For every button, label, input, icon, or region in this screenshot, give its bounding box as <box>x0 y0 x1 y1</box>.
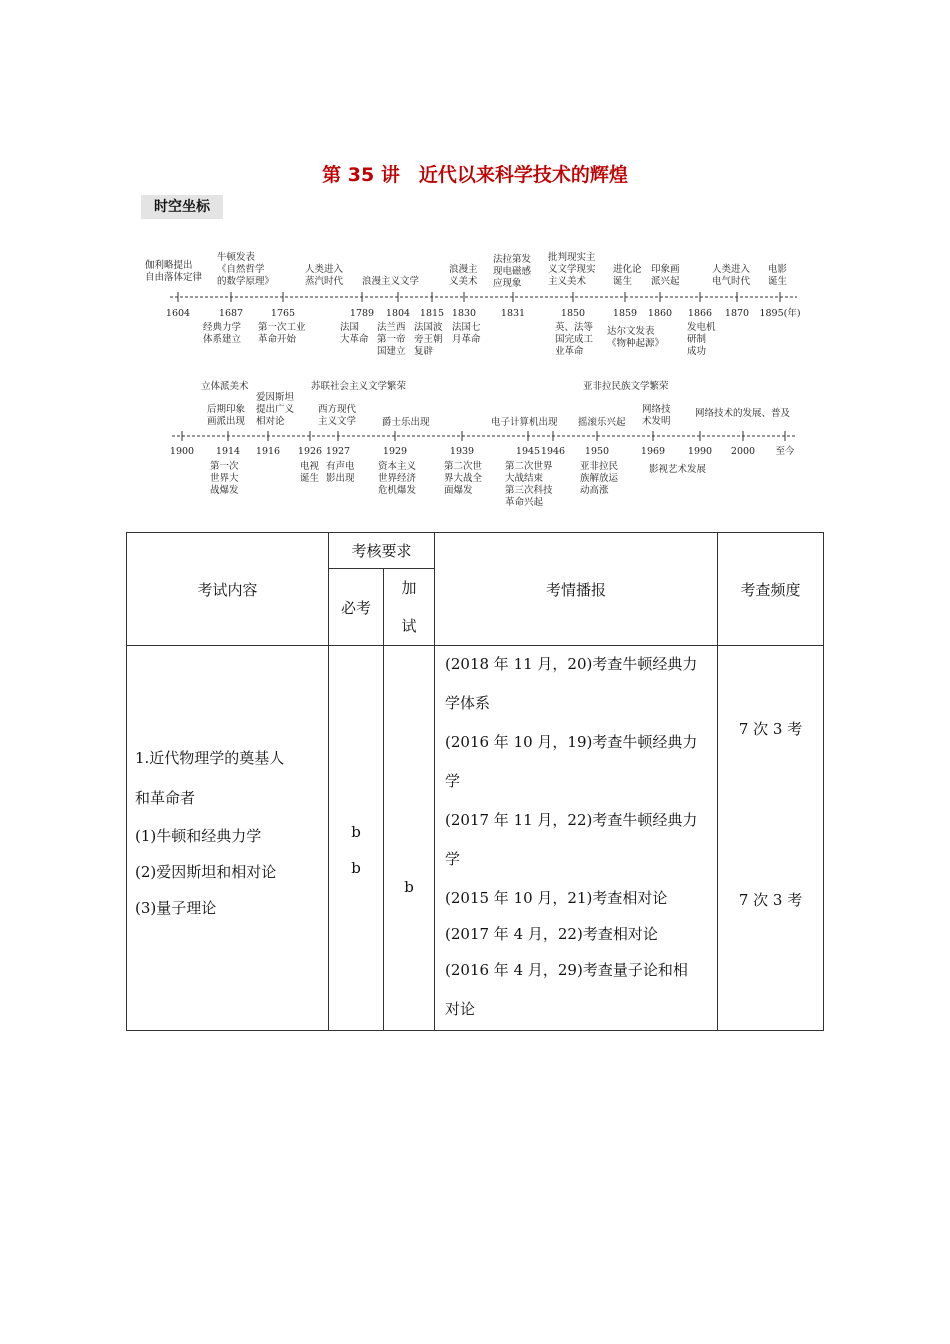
report-line: (2017 年 11 月，22)考查牛顿经典力 <box>445 811 698 829</box>
timeline-2-event-below: 战爆发 <box>210 485 239 496</box>
timeline-2-event-below: 诞生 <box>300 473 320 484</box>
timeline-2-year: 1945 <box>515 446 541 457</box>
report-line: 学体系 <box>445 694 491 712</box>
content-line: 1.近代物理学的奠基人 <box>135 749 285 767</box>
timeline-1-event-above: 蒸汽时代 <box>305 276 344 287</box>
timeline-1-event-above: 派兴起 <box>651 276 680 287</box>
timeline-1-event-above: 主义美术 <box>548 276 587 287</box>
timeline-2-event-above: 网络技 <box>642 404 671 415</box>
frequency-value: 7 次 3 考 <box>738 720 803 738</box>
timeline-1-event-below: 发电机 <box>687 322 716 333</box>
exam-requirements-table <box>126 532 824 1031</box>
timeline-1-event-above: 法拉第发 <box>493 254 532 265</box>
section-badge: 时空坐标 <box>141 195 223 219</box>
timeline-2-year: 2000 <box>730 446 756 457</box>
timeline-2-event-below: 动高涨 <box>580 485 609 496</box>
timeline-1-year: 1687 <box>218 308 244 319</box>
timeline-1-year: 1804 <box>385 308 411 319</box>
timeline-2-year: 1939 <box>449 446 475 457</box>
header-frequency: 考查频度 <box>718 533 824 646</box>
content-cell <box>127 646 329 1031</box>
timeline-1-event-below: 成功 <box>687 346 707 357</box>
timeline-2-event-above: 爱因斯坦 <box>256 392 295 403</box>
timeline-1-event-below: 革命开始 <box>258 334 297 345</box>
timeline-2-event-below: 革命兴起 <box>505 497 544 508</box>
timeline-1-event-above: 现电磁感 <box>493 266 532 277</box>
timeline-2 <box>170 380 795 508</box>
timeline-2-event-below: 族解放运 <box>580 473 619 484</box>
required-cell <box>329 646 384 1031</box>
timeline-figure <box>0 0 950 520</box>
timeline-1-event-below: 国建立 <box>377 346 406 357</box>
report-line: (2016 年 10 月，19)考查牛顿经典力 <box>445 733 698 751</box>
report-line: 学 <box>445 850 461 868</box>
report-line: (2016 年 4 月，29)考查量子论和相 <box>445 961 688 979</box>
timeline-1-year: 1789 <box>349 308 375 319</box>
timeline-2-event-above: 爵士乐出现 <box>382 417 430 428</box>
timeline-2-year: 至今 <box>775 446 795 457</box>
timeline-1-event-above: 应现象 <box>493 278 522 289</box>
timeline-2-event-below: 亚非拉民 <box>580 461 619 472</box>
timeline-2-event-below: 世界大 <box>210 473 239 484</box>
timeline-2-year: 1926 <box>297 446 323 457</box>
timeline-1-event-below: 旁王朝 <box>414 334 443 345</box>
timeline-2-year: 1946 <box>540 446 566 457</box>
timeline-1-event-above: 印象画 <box>651 264 680 275</box>
timeline-2-event-below: 影视艺术发展 <box>649 464 707 475</box>
timeline-2-event-above: 相对论 <box>256 416 285 427</box>
timeline-1-event-above: 进化论 <box>613 264 642 275</box>
timeline-2-event-below: 资本主义 <box>378 461 417 472</box>
optional-level: b <box>404 878 414 896</box>
timeline-1-year: 1765 <box>270 308 296 319</box>
timeline-1-event-above: 人类进入 <box>305 264 344 275</box>
timeline-1-event-below: 法国七 <box>452 322 481 333</box>
header-optional-char: 加 <box>401 579 417 597</box>
timeline-2-year: 1990 <box>687 446 713 457</box>
frequency-cell <box>718 646 824 1031</box>
timeline-2-event-above: 亚非拉民族文学繁荣 <box>583 381 669 392</box>
content-line: (3)量子理论 <box>135 899 217 917</box>
timeline-1-event-below: 法国波 <box>414 322 443 333</box>
timeline-1-event-above: 义美术 <box>449 276 478 287</box>
required-level: b <box>351 859 361 877</box>
timeline-2-year: 1950 <box>584 446 610 457</box>
timeline-2-event-above: 主义文学 <box>318 416 357 427</box>
timeline-1-event-below: 月革命 <box>452 334 481 345</box>
timeline-2-year: 1916 <box>255 446 281 457</box>
timeline-1-event-above: 诞生 <box>768 276 788 287</box>
required-level: b <box>351 823 361 841</box>
timeline-1-event-above: 浪漫主 <box>449 264 478 275</box>
timeline-2-event-below: 第一次 <box>210 461 239 472</box>
timeline-2-event-above: 画派出现 <box>207 416 246 427</box>
timeline-1-year: 1831 <box>500 308 526 319</box>
timeline-2-event-below: 面爆发 <box>444 485 473 496</box>
timeline-1-event-below: 达尔文发表 <box>607 326 655 337</box>
timeline-1-event-above: 伽利略提出 <box>145 260 193 271</box>
timeline-1-event-above: 《自然哲学 <box>217 264 265 275</box>
timeline-1-event-below: 业革命 <box>555 346 584 357</box>
timeline-2-event-below: 大战结束 <box>505 473 544 484</box>
timeline-1-year: 1895(年) <box>759 308 801 319</box>
timeline-1-event-below: 研制 <box>687 334 707 345</box>
timeline-2-year: 1900 <box>169 446 195 457</box>
header-requirement: 考核要求 <box>329 533 435 569</box>
frequency-value: 7 次 3 考 <box>738 891 803 909</box>
timeline-1-event-below: 法国 <box>340 322 360 333</box>
report-line: 对论 <box>445 1000 476 1018</box>
timeline-2-event-above: 电子计算机出现 <box>491 417 558 428</box>
timeline-2-event-below: 界大战全 <box>444 473 483 484</box>
timeline-1-event-above: 义文学现实 <box>548 264 596 275</box>
timeline-1-event-below: 第一次工业 <box>258 322 306 333</box>
header-optional <box>384 569 435 646</box>
timeline-1-event-above: 自由落体定律 <box>145 272 203 283</box>
content-line: (1)牛顿和经典力学 <box>135 827 262 845</box>
timeline-1-year: 1859 <box>612 308 638 319</box>
report-line: (2018 年 11 月，20)考查牛顿经典力 <box>445 655 698 673</box>
timeline-2-event-above: 网络技术的发展、普及 <box>695 408 791 419</box>
timeline-1-year: 1860 <box>647 308 673 319</box>
timeline-1-event-above: 的数学原理》 <box>217 276 275 287</box>
report-line: 学 <box>445 772 461 790</box>
header-content: 考试内容 <box>127 533 329 646</box>
timeline-1-event-below: 大革命 <box>340 334 369 345</box>
timeline-2-event-below: 第二次世 <box>444 461 483 472</box>
timeline-1-event-above: 电影 <box>768 264 788 275</box>
timeline-1-event-below: 第一帝 <box>377 334 406 345</box>
report-cell <box>435 646 718 1031</box>
content-line: 和革命者 <box>135 789 196 807</box>
page-title: 第 35 讲 近代以来科学技术的辉煌 <box>322 164 628 186</box>
timeline-2-event-below: 影出现 <box>326 473 355 484</box>
timeline-1-event-below: 体系建立 <box>203 334 242 345</box>
timeline-2-year: 1929 <box>382 446 408 457</box>
timeline-1-event-above: 批判现实主 <box>548 252 596 263</box>
timeline-1-event-below: 国完成工 <box>555 334 594 345</box>
timeline-1-event-above: 电气时代 <box>712 276 751 287</box>
timeline-2-event-above: 立体派美术 <box>201 381 249 392</box>
timeline-1-event-above: 牛顿发表 <box>217 252 256 263</box>
timeline-1-event-below: 经典力学 <box>203 322 242 333</box>
timeline-2-event-above: 后期印象 <box>207 404 246 415</box>
timeline-2-event-below: 有声电 <box>326 461 355 472</box>
timeline-2-event-below: 第三次科技 <box>505 485 553 496</box>
timeline-1-event-above: 人类进入 <box>712 264 751 275</box>
timeline-1-event-above: 诞生 <box>613 276 633 287</box>
timeline-1-year: 1870 <box>724 308 750 319</box>
timeline-2-year: 1927 <box>325 446 351 457</box>
timeline-2-year: 1914 <box>215 446 241 457</box>
optional-cell <box>384 646 435 1031</box>
timeline-1-event-above: 浪漫主义文学 <box>362 276 420 287</box>
timeline-2-event-below: 世界经济 <box>378 473 417 484</box>
timeline-2-event-above: 摇滚乐兴起 <box>578 417 626 428</box>
header-report: 考情播报 <box>435 533 718 646</box>
timeline-2-event-above: 西方现代 <box>318 404 357 415</box>
timeline-2-event-below: 第二次世界 <box>505 461 553 472</box>
timeline-2-event-above: 提出广义 <box>256 404 295 415</box>
timeline-1-year: 1866 <box>687 308 713 319</box>
timeline-1-year: 1604 <box>165 308 191 319</box>
timeline-1-event-below: 法兰西 <box>377 322 406 333</box>
timeline-2-event-above: 苏联社会主义文学繁荣 <box>311 381 407 392</box>
timeline-1-event-below: 英、法等 <box>555 322 594 333</box>
timeline-1-year: 1850 <box>560 308 586 319</box>
timeline-1-year: 1830 <box>451 308 477 319</box>
report-line: (2015 年 10 月，21)考查相对论 <box>445 889 668 907</box>
timeline-1-event-below: 复辟 <box>414 346 434 357</box>
timeline-2-event-below: 危机爆发 <box>378 485 417 496</box>
timeline-2-year: 1969 <box>640 446 666 457</box>
timeline-1-event-below: 《物种起源》 <box>607 338 665 349</box>
report-line: (2017 年 4 月，22)考查相对论 <box>445 925 658 943</box>
timeline-1-year: 1815 <box>419 308 445 319</box>
timeline-2-event-below: 电视 <box>300 461 320 472</box>
timeline-2-event-above: 术发明 <box>642 416 671 427</box>
header-optional-char: 试 <box>401 617 417 635</box>
timeline-1 <box>145 251 801 357</box>
content-line: (2)爱因斯坦和相对论 <box>135 863 277 881</box>
header-required: 必考 <box>329 569 384 646</box>
